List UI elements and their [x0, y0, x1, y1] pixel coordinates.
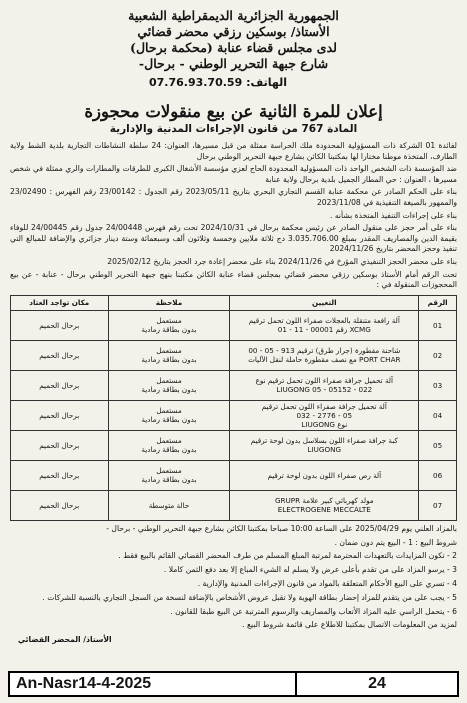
page-number: 24 — [295, 673, 457, 695]
header-block — [10, 8, 457, 72]
note-line: بدون بطاقة رمادية — [141, 445, 197, 455]
description-line: مولد كهربائي كبير علامة GRUPR — [274, 496, 374, 506]
description-line: نوع LIUGONG — [301, 419, 348, 429]
note-line: مستعمل — [156, 406, 182, 416]
note-line: بدون بطاقة رمادية — [141, 385, 197, 395]
description-line: XCMG رقم 00001 - 11 - 01 — [277, 325, 371, 335]
table-row — [11, 340, 457, 370]
paragraph: لفائدة 01 الشركة ذات المسؤولية المحدودة ملك الحراسة ممثلة من قبل مسيرها، العنوان: 24 سلطة النشاطات التجارية بلدية الشط ولاية الطارف، المتخذة موطنا مختارا لها بمكتبنا الكائن بشارع جبهة التحرير الوطني برحال — [10, 141, 457, 161]
publication-label: An-Nasr14-4-2025 — [16, 675, 152, 692]
note-line: بدون بطاقة رمادية — [141, 325, 197, 335]
header-number: الرقم — [419, 295, 457, 310]
note-line: شروط البيع : 1 - البيع يتم دون ضمان . — [334, 537, 457, 547]
row-number: 04 — [419, 400, 457, 430]
table-row — [11, 460, 457, 490]
row-location: برحال الحميم — [11, 370, 109, 400]
header-description: التعيين — [230, 295, 419, 310]
note-line: مستعمل — [156, 436, 182, 446]
phone-label: الهاتف: 07.76.93.70.59 — [148, 76, 287, 89]
note-line: مستعمل — [156, 466, 182, 476]
table-row — [11, 430, 457, 460]
note-line: 2 - تكون المزايدات بالتعهدات المحترمة لمرتبة المبلغ المسلم من طرف المحضر القضائي القائم بالبيع فقط . — [118, 551, 457, 561]
body-paragraphs — [10, 141, 457, 291]
row-note — [108, 370, 230, 400]
paragraph: بناء على محضر الحجز التنفيذي المؤرخ في 2024/11/26 بناء على محضر إعادة جرد الحجز بتاريخ 2025/02/12 — [107, 256, 457, 266]
description-line: 05 - 2776 - 032 — [296, 410, 353, 420]
row-description — [230, 400, 419, 430]
row-location: برحال الحميم — [11, 430, 109, 460]
row-location: برحال الحميم — [11, 490, 109, 520]
note-line: لمزيد من المعلومات الاتصال بمكتبنا للاطلاع على قائمة شروط البيع . — [242, 620, 457, 630]
row-note — [108, 340, 230, 370]
table-row — [11, 490, 457, 520]
note-line: بالمزاد العلني يوم 2025/04/29 على الساعة 10:00 صباحا بمكتبنا الكائن بشارع جبهة التحرير الوطني - برحال - — [106, 523, 457, 533]
paragraph: بناء على إجراءات التنفيذ المتخذة بشأنه . — [330, 210, 457, 220]
note-line: بدون بطاقة رمادية — [141, 475, 197, 485]
paragraph: تحت الرقم أمام الأستاذ بوسكين رزقي محضر قضائي بمجلس قضاء عنابة الكائن مكتبنا بنهج جبهة التحرير الوطني برحال - عنابة - عن بيع المحجوزات المنقولة في : — [10, 269, 457, 290]
header-line-3: لدى مجلس قضاء عنابة (محكمة برحال) — [130, 40, 337, 55]
row-description — [230, 430, 419, 460]
note-line: بدون بطاقة رمادية — [141, 355, 197, 365]
note-line: 6 - يتحمل الراسي عليه المزاد الأتعاب والمصاريف والرسوم المترتبة عن البيع طبقا للقانون . — [170, 606, 457, 616]
row-location: برحال الحميم — [11, 400, 109, 430]
items-table — [10, 295, 457, 521]
row-description — [230, 340, 419, 370]
row-note — [108, 400, 230, 430]
row-note — [108, 460, 230, 490]
row-location: برحال الحميم — [11, 340, 109, 370]
note-line: مستعمل — [156, 346, 182, 356]
row-description — [230, 460, 419, 490]
note-line: مستعمل — [156, 376, 182, 386]
header-line-2: الأستاذ/ بوسكين رزقي محضر قضائي — [137, 24, 330, 39]
row-number: 07 — [419, 490, 457, 520]
bottom-notes — [10, 524, 457, 631]
footer-bar — [8, 671, 459, 697]
row-description — [230, 370, 419, 400]
row-number: 05 — [419, 430, 457, 460]
row-note — [108, 310, 230, 340]
row-description — [230, 310, 419, 340]
row-number: 06 — [419, 460, 457, 490]
row-note — [108, 490, 230, 520]
header-location: مكان تواجد العتاد — [11, 295, 109, 310]
row-note — [108, 430, 230, 460]
description-line: آلة رص صفراء اللون بدون لوحة ترقيم — [267, 470, 382, 480]
note-line: 4 - تسري على البيع الأحكام المتعلقة بالمواد من قانون الإجراءات المدنية والإدارية . — [197, 578, 457, 588]
page-subtitle: المادة 767 من قانون الإجراءات المدنية والإدارية — [109, 123, 358, 135]
note-line: 3 - يرسو المزاد على من تقدم بأعلى عرض ولا يسلم له الشيء المباع إلا بعد دفع الثمن كاملا . — [163, 565, 457, 575]
description-line: LIUGONG — [307, 445, 342, 455]
paragraph: بناء على أمر حجز على منقول الصادر عن رئيس محكمة برحال في 2024/10/31 تحت رقم فهرس 24/00448 جدول رقم 24/00445 للوفاء بقيمة الدين والمصاريف المقدر بمبلغ 3.035.706.00 دج ثلاثة ملايين وخمسة وثلاثون ألف وسبعمائة وستة دينار جزائري والإضافة للمبالغ التي تنفيذ وحجز المحضر بتاريخ 2024/11/26 — [10, 223, 457, 254]
note-line: 5 - يجب على من يتقدم للمزاد إحضار بطاقة الهوية ولا تقبل عروض الأشخاص بالإضافة لنسخة من السجل التجاري بالنسبة للشركات . — [42, 592, 457, 602]
table-row — [11, 310, 457, 340]
description-line: آلة رافعة متنقلة بالعجلات صفراء اللون تحمل ترقيم — [248, 316, 400, 326]
paragraph: ضد المؤسسة ذات الشخص الواحد ذات المسؤولية المحدودة الحاج لعزي مؤسسة الأشغال الكبرى للطرقات والمطارات والري ممثلة في شخص مسيرها ، العنوان : حي المطار الجميل بلدية برحال ولاية عنابة — [10, 164, 457, 184]
row-number: 03 — [419, 370, 457, 400]
signature: الأستاذ/ المحضر القضائي — [18, 635, 112, 645]
description-line: PORT CHAR مع نصف مقطورة حاملة لنقل الآليات — [248, 355, 401, 365]
description-line: LIUGONG 05 - 05152 - 022 — [276, 385, 373, 395]
header-note: ملاحظة — [108, 295, 230, 310]
note-line: مستعمل — [156, 316, 182, 326]
table-header-row — [11, 295, 457, 310]
description-line: آلة تحميل جرافة صفراء اللون تحمل ترقيم — [261, 401, 387, 411]
description-line: شاحنة مقطورة (جرار طرق) ترقيم 913 - 05 - 00 — [248, 346, 401, 356]
row-location: برحال الحميم — [11, 310, 109, 340]
note-line: حالة متوسطة — [148, 500, 190, 510]
description-line: كبة جرافة صفراء اللون بسلاسل بدون لوحة ترقيم — [250, 436, 398, 446]
page-title: إعلان للمرة الثانية عن بيع منقولات محجوزة — [84, 102, 383, 121]
description-line: ELECTROGENE MECCALTE — [277, 505, 371, 515]
row-location: برحال الحميم — [11, 460, 109, 490]
description-line: آلة تحميل جرافة صفراء اللون تحمل ترقيم نوع — [255, 376, 393, 386]
paragraph: بناء على الحكم الصادر عن محكمة عنابة القسم التجاري البحري بتاريخ 2023/05/11 رقم الجدول : 23/00142 رقم الفهرس : 23/02490 والممهور بالصيغة التنفيذية في 2023/11/08 — [10, 187, 458, 207]
header-line-4: شارع جبهة التحرير الوطني - برحال- — [138, 56, 329, 71]
row-number: 01 — [419, 310, 457, 340]
row-description — [230, 490, 419, 520]
row-number: 02 — [419, 340, 457, 370]
table-row — [11, 370, 457, 400]
note-line: بدون بطاقة رمادية — [141, 415, 197, 425]
table-row — [11, 400, 457, 430]
header-line-1: الجمهورية الجزائرية الديمقراطية الشعبية — [128, 8, 339, 23]
